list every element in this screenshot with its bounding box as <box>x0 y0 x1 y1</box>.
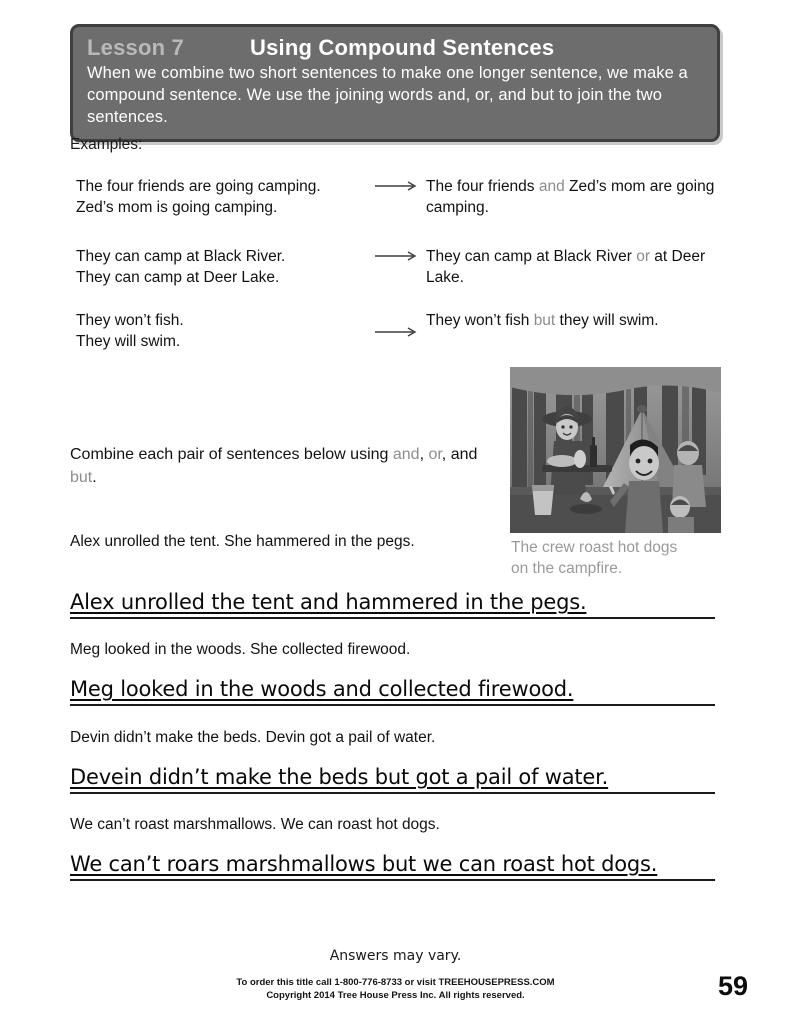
instruction-word-or: or <box>428 446 442 463</box>
instruction-word-and: and <box>392 446 420 463</box>
example-row-1 <box>76 176 724 218</box>
example-result-3 <box>426 310 724 331</box>
answer-text: Alex unrolled the tent and hammered in the pegs. <box>70 590 587 614</box>
right-arrow-icon <box>370 246 426 262</box>
exercise-prompt-1: Alex unrolled the tent. She hammered in the pegs. <box>70 533 415 550</box>
exercise-prompt-2: Meg looked in the woods. She collected firewood. <box>70 641 411 658</box>
page-number: 59 <box>718 971 749 1001</box>
example-source-line: They will swim. <box>76 333 181 351</box>
instruction-post: . <box>92 469 97 487</box>
example-result-post: they will swim. <box>555 312 659 329</box>
example-source-line: Zed’s mom is going camping. <box>76 199 278 217</box>
example-source-line: They can camp at Deer Lake. <box>76 269 280 287</box>
exercise-answer-2[interactable] <box>70 677 715 706</box>
exercise-answer-4[interactable] <box>70 852 715 881</box>
caption-line-2: on the campfire. <box>511 559 623 577</box>
instruction-text <box>70 443 490 489</box>
example-result-post: at Deer Lake. <box>426 248 706 287</box>
instruction-word-but: but <box>70 469 93 487</box>
caption-line-1: The crew roast hot dogs <box>511 539 678 556</box>
lesson-title: Using Compound Sentences <box>249 35 555 60</box>
example-row-2 <box>76 246 724 288</box>
example-source-line: The four friends are going camping. <box>76 178 321 195</box>
examples-label: Examples: <box>70 136 143 153</box>
exercise-prompt-4: We can’t roast marshmallows. We can roast hot dogs. <box>70 816 440 833</box>
example-result-2 <box>426 246 724 288</box>
answer-text: Devein didn’t make the beds but got a pail of water. <box>70 765 609 789</box>
instruction-pre: Combine each pair of sentences below using <box>70 446 393 463</box>
right-arrow-icon <box>370 176 426 192</box>
example-result-pre: They can camp at Black River <box>426 248 637 265</box>
example-row-3 <box>76 310 724 352</box>
conjunction-word: but <box>533 312 556 329</box>
instruction-mid-1: , <box>419 446 429 463</box>
example-source-2 <box>76 246 370 288</box>
example-result-1 <box>426 176 724 218</box>
lesson-header-box <box>70 24 720 142</box>
lesson-description: When we combine two short sentences to make one longer sentence, we make a compound sentence. We use the joining words and, or, and but to join the two sentences. <box>87 64 688 126</box>
campfire-scene-illustration <box>510 367 721 533</box>
example-result-post: Zed’s mom are going camping. <box>426 178 715 217</box>
answer-text: Meg looked in the woods and collected firewood. <box>70 677 574 701</box>
conjunction-word: or <box>636 248 650 265</box>
example-source-1 <box>76 176 370 218</box>
exercise-answer-3[interactable] <box>70 765 715 794</box>
lesson-title-row <box>87 35 705 61</box>
instruction-mid-2: , and <box>441 446 478 463</box>
exercise-answer-1[interactable] <box>70 590 715 619</box>
example-source-3 <box>76 310 370 352</box>
lesson-number: Lesson 7 <box>87 35 184 60</box>
example-result-pre: The four friends <box>426 178 539 195</box>
example-source-line: They can camp at Black River. <box>76 248 286 265</box>
example-source-line: They won’t fish. <box>76 312 184 329</box>
answer-text: We can’t roars marshmallows but we can roast hot dogs. <box>70 852 658 876</box>
footer-copyright-line: Copyright 2014 Tree House Press Inc. All rights reserved. <box>266 989 525 1001</box>
exercise-prompt-3: Devin didn’t make the beds. Devin got a pail of water. <box>70 729 436 746</box>
footer-legal <box>0 977 791 1003</box>
conjunction-word: and <box>538 178 565 195</box>
right-arrow-icon <box>370 310 426 338</box>
example-result-pre: They won’t fish <box>426 312 534 329</box>
answers-may-vary-note: Answers may vary. <box>329 948 462 964</box>
footer-order-line: To order this title call 1-800-776-8733 or visit TREEHOUSEPRESS.COM <box>236 977 555 988</box>
